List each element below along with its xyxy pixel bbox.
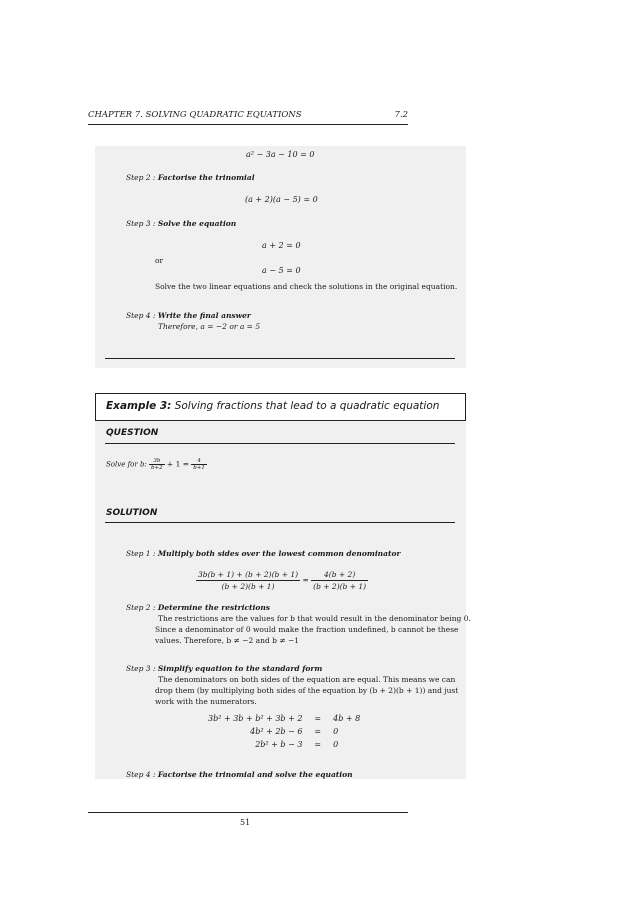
step-label: Step 1 : — [126, 549, 156, 558]
step-title: Solve the equation — [157, 219, 237, 228]
equation-lhs: 3b² + 3b + b² + 3b + 2 — [208, 714, 303, 723]
equals-sign: = — [302, 575, 309, 585]
lcd-equation — [196, 569, 368, 592]
question-heading: QUESTION — [106, 428, 159, 438]
fraction-denominator: (b + 2)(b + 1) — [221, 582, 275, 591]
example-step-2-heading — [126, 603, 270, 612]
paragraph-line: work with the numerators. — [155, 697, 257, 706]
question-prefix: Solve for b: — [106, 460, 147, 469]
question-fraction-left — [149, 458, 165, 471]
equation-rhs: 4b + 8 — [333, 714, 361, 723]
example-label: Example 3: — [106, 400, 172, 412]
step-title: Multiply both sides over the lowest common denominator — [157, 549, 401, 558]
equation-0: a² − 3a − 10 = 0 — [246, 150, 315, 159]
equation-array — [202, 712, 366, 751]
rhs-fraction — [311, 569, 368, 592]
step-2-heading — [126, 173, 255, 182]
example-title — [106, 400, 439, 412]
step-title: Factorise the trinomial and solve the equation — [157, 770, 353, 779]
fraction-numerator: 4 — [191, 458, 207, 465]
paragraph-line: values. Therefore, b ≠ −2 and b ≠ −1 — [155, 636, 300, 645]
fraction-numerator: 3b(b + 1) + (b + 2)(b + 1) — [198, 570, 299, 579]
equation-lhs: 4b² + 2b − 6 — [250, 727, 303, 736]
step-label: Step 3 : — [126, 664, 156, 673]
step-label: Step 3 : — [126, 219, 156, 228]
paragraph-line: The restrictions are the values for b that would result in the denominator being 0. — [158, 614, 471, 623]
chapter-title: CHAPTER 7. SOLVING QUADRATIC EQUATIONS — [88, 110, 302, 120]
restrictions-paragraph — [155, 613, 471, 646]
equation-operator: = — [314, 740, 322, 749]
question-fraction-right — [191, 458, 207, 471]
step-title: Write the final answer — [157, 311, 251, 320]
equation-operator: = — [314, 727, 322, 736]
step-title: Simplify equation to the standard form — [157, 664, 323, 673]
linear-equation-2: a − 5 = 0 — [262, 266, 301, 275]
step-4-heading — [126, 311, 251, 320]
header-rule — [88, 124, 408, 125]
question-rule — [105, 443, 455, 444]
equation-row — [202, 725, 366, 738]
page-number: 51 — [240, 818, 251, 827]
equation-operator: = — [314, 714, 322, 723]
equation-lhs: 2b² + b − 3 — [255, 740, 303, 749]
final-answer: Therefore, a = −2 or a = 5 — [158, 322, 261, 331]
running-header — [88, 110, 408, 120]
footer-rule — [88, 812, 408, 813]
step-title: Determine the restrictions — [157, 603, 271, 612]
fraction-denominator: b+1 — [193, 465, 205, 471]
simplify-paragraph — [155, 674, 458, 707]
factorised-equation: (a + 2)(a − 5) = 0 — [245, 195, 318, 204]
step-3-heading — [126, 219, 236, 228]
panel-rule — [105, 358, 455, 359]
fraction-numerator: 3b — [149, 458, 165, 465]
question-middle: + 1 = — [166, 459, 190, 469]
example-step-4-heading — [126, 770, 353, 779]
step-label: Step 2 : — [126, 603, 156, 612]
equation-rhs: 0 — [333, 727, 339, 736]
or-text: or — [155, 256, 164, 265]
step-label: Step 4 : — [126, 311, 156, 320]
linear-equation-1: a + 2 = 0 — [262, 241, 301, 250]
solution-rule — [105, 522, 455, 523]
step-label: Step 2 : — [126, 173, 156, 182]
example-description: Solving fractions that lead to a quadratic equation — [174, 400, 440, 412]
solution-heading: SOLUTION — [106, 508, 158, 518]
fraction-denominator: b+2 — [151, 465, 163, 471]
example-title-box — [95, 393, 466, 421]
step-3-text: Solve the two linear equations and check the solutions in the original equation. — [155, 282, 458, 291]
step-label: Step 4 : — [126, 770, 156, 779]
example-step-1-heading — [126, 549, 400, 558]
paragraph-line: The denominators on both sides of the equation are equal. This means we can — [158, 675, 456, 684]
step-title: Factorise the trinomial — [157, 173, 255, 182]
paragraph-line: Since a denominator of 0 would make the fraction undefined, b cannot be these — [155, 625, 459, 634]
example-step-3-heading — [126, 664, 322, 673]
question-text — [106, 458, 207, 471]
paragraph-line: drop them (by multiplying both sides of the equation by (b + 2)(b + 1)) and just — [155, 686, 459, 695]
equation-row — [202, 712, 366, 725]
fraction-denominator: (b + 2)(b + 1) — [313, 582, 367, 591]
fraction-numerator: 4(b + 2) — [311, 569, 368, 581]
equation-rhs: 0 — [333, 740, 339, 749]
equation-row — [202, 738, 366, 751]
section-number: 7.2 — [394, 110, 408, 120]
lhs-fraction — [196, 569, 300, 592]
